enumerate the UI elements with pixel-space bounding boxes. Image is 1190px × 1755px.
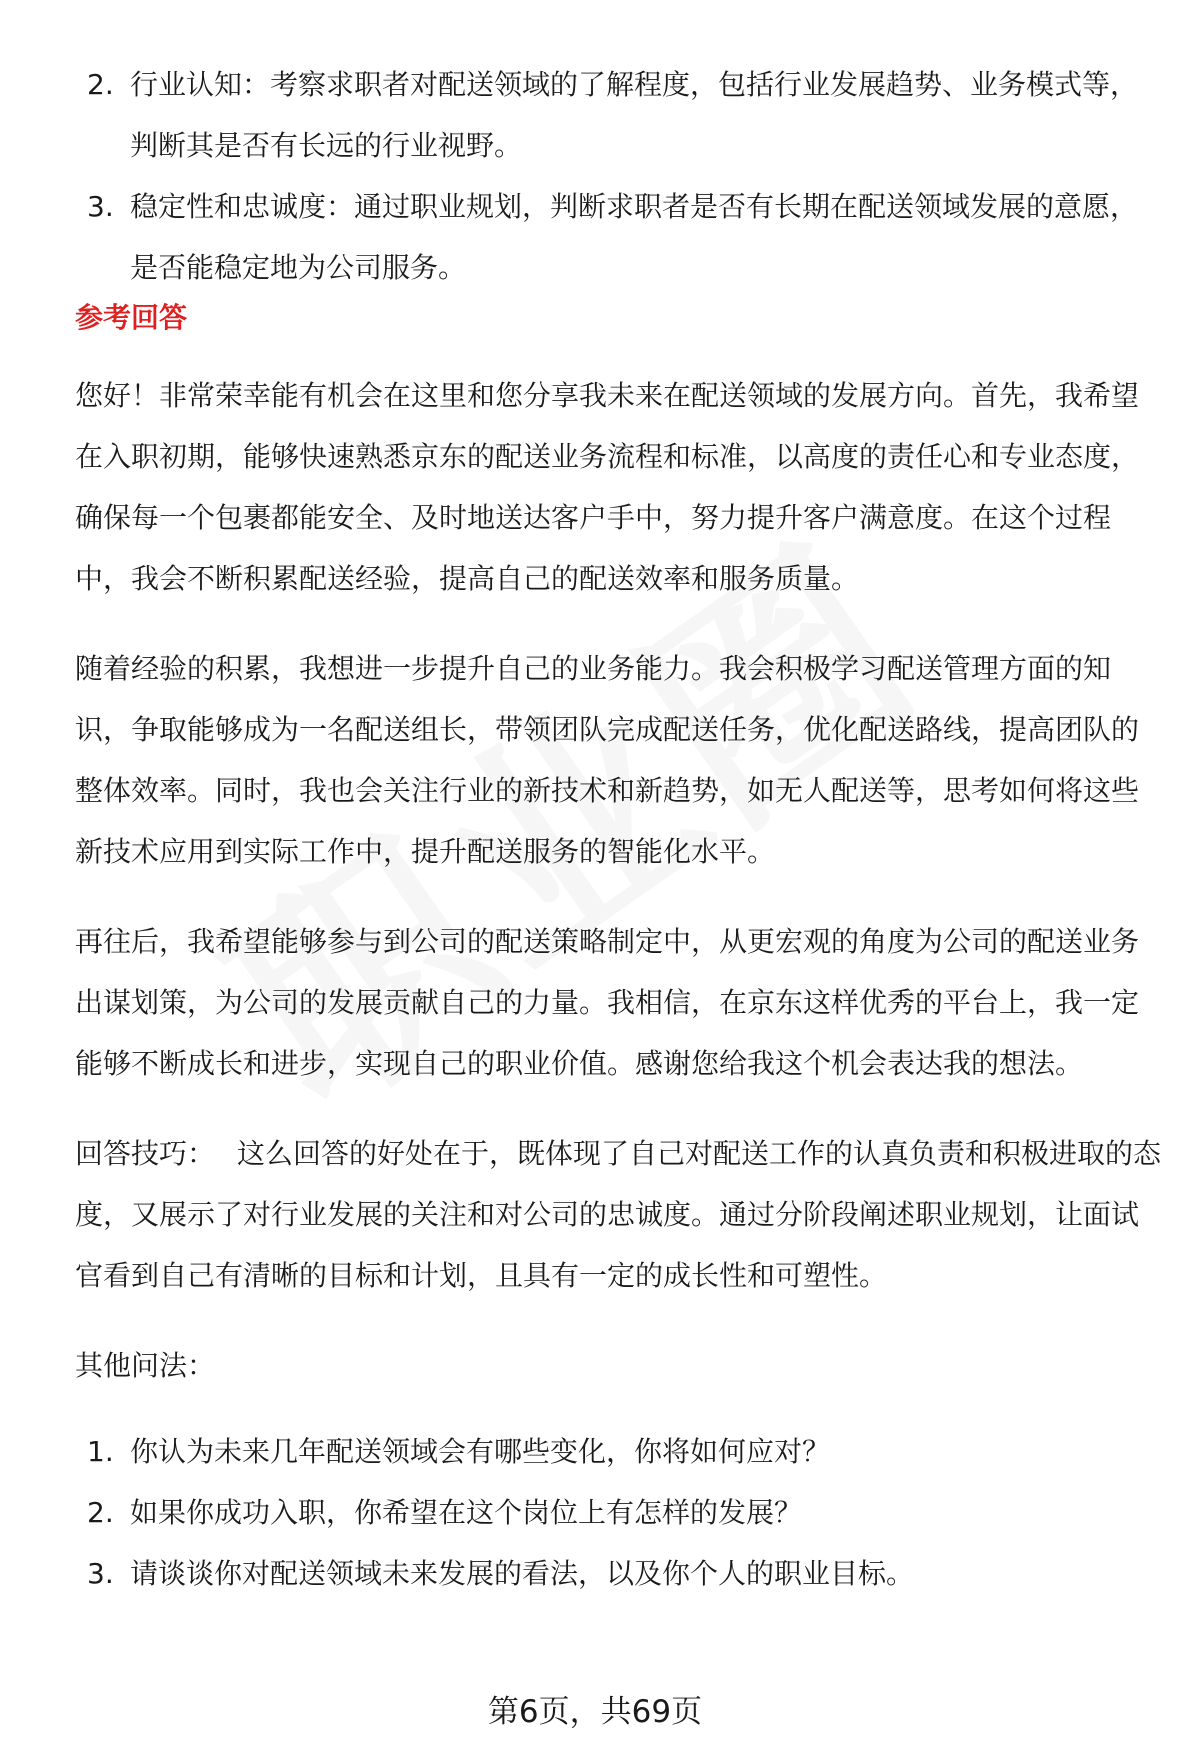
answer-heading: 参考回答 [75,301,188,334]
list-text: 稳定性和忠诚度：通过职业规划，判断求职者是否有长期在配送领域发展的意愿，是否能稳定地为公司服务。 [130,190,1139,284]
list-item [75,54,1165,176]
answer-paragraph: 您好！非常荣幸能有机会在这里和您分享我未来在配送领域的发展方向。首先，我希望在入职初期，能够快速熟悉京东的配送业务流程和标准，以高度的责任心和专业态度，确保每一个包裹都能安全、及时地送达客户手中，努力提升客户满意度。在这个过程中，我会不断积累配送经验，提高自己的配送效率和服务质量。 [75,379,1140,595]
others-label: 其他问法： [75,1349,216,1382]
list-number: 3. [87,190,114,223]
list-text: 行业认知：考察求职者对配送领域的了解程度，包括行业发展趋势、业务模式等，判断其是否有长远的行业视野。 [130,68,1139,162]
list-number: 1. [87,1435,114,1468]
list-text: 你认为未来几年配送领域会有哪些变化，你将如何应对？ [130,1435,831,1468]
page-footer: 第6页，共69页 [487,1694,703,1730]
tips-text: 这么回答的好处在于，既体现了自己对配送工作的认真负责和积极进取的态度，又展示了对行业发展的关注和对公司的忠诚度。通过分阶段阐述职业规划，让面试官看到自己有清晰的目标和计划，且具有一定的成长性和可塑性。 [75,1137,1162,1292]
list-text: 如果你成功入职，你希望在这个岗位上有怎样的发展？ [130,1496,803,1529]
list-number: 3. [87,1557,114,1590]
list-number: 2. [87,68,114,101]
answer-paragraph: 再往后，我希望能够参与到公司的配送策略制定中，从更宏观的角度为公司的配送业务出谋划策，为公司的发展贡献自己的力量。我相信，在京东这样优秀的平台上，我一定能够不断成长和进步，实现自己的职业价值。感谢您给我这个机会表达我的想法。 [75,925,1140,1080]
answer-paragraph: 随着经验的积累，我想进一步提升自己的业务能力。我会积极学习配送管理方面的知识，争取能够成为一名配送组长，带领团队完成配送任务，优化配送路线，提高团队的整体效率。同时，我也会关注行业的新技术和新趋势，如无人配送等，思考如何将这些新技术应用到实际工作中，提升配送服务的智能化水平。 [75,652,1140,868]
tips-paragraph [75,1123,1165,1306]
list-item [75,176,1165,298]
list-item [75,1421,1165,1482]
page-content [75,54,1165,1604]
list-item [75,1543,1165,1604]
list-number: 2. [87,1496,114,1529]
tips-label: 回答技巧： [75,1137,216,1170]
criteria-list [75,54,1165,298]
list-item [75,1482,1165,1543]
other-questions-list [75,1421,1165,1604]
list-text: 请谈谈你对配送领域未来发展的看法，以及你个人的职业目标。 [130,1557,915,1590]
